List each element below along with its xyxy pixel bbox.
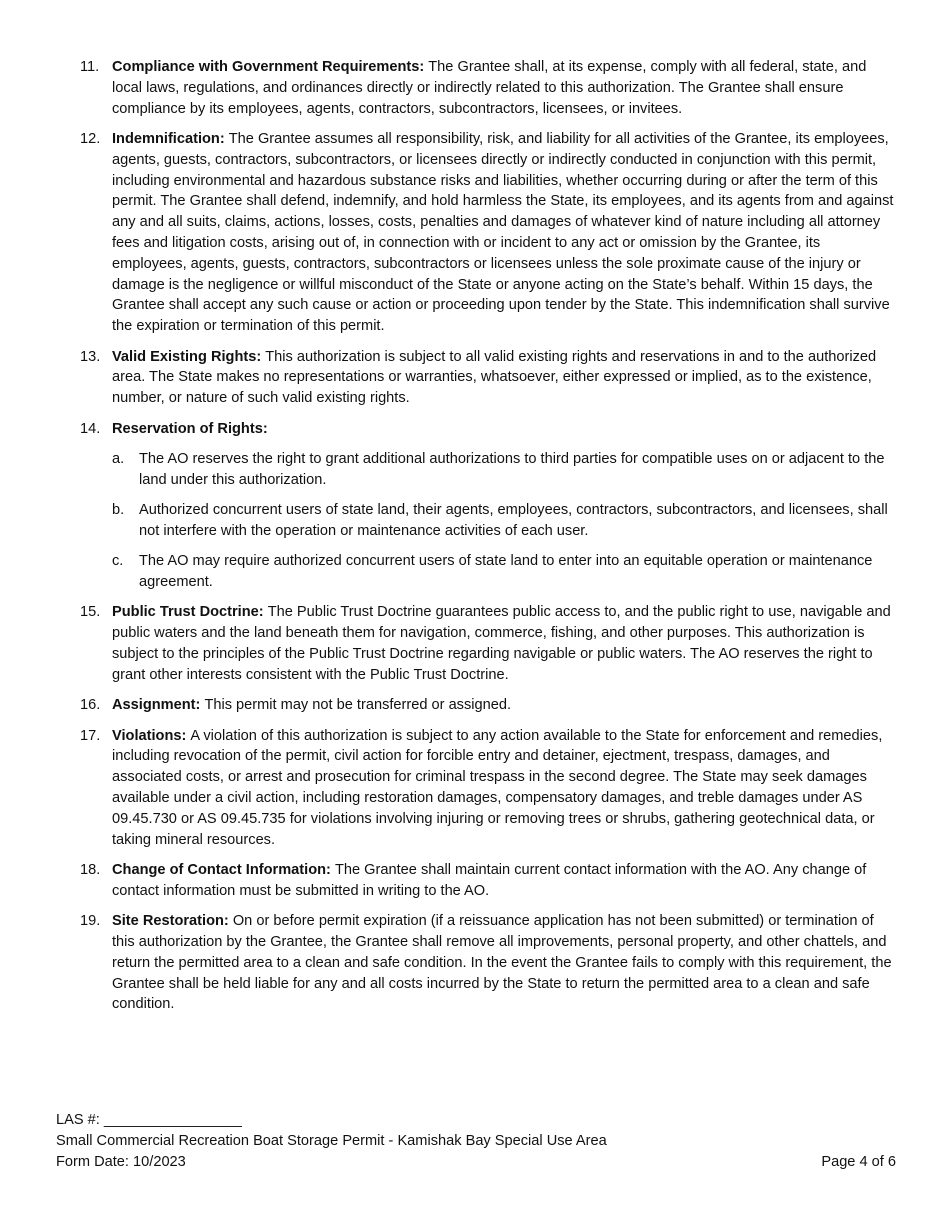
section-number: 15. (80, 604, 101, 621)
section-heading: Indemnification: (112, 130, 229, 147)
section-16 (80, 695, 895, 716)
section-text: The Grantee assumes all responsibility, risk, and liability for all activities of the Grantee, its employees, agents, guests, contractors, subcontractors, or licensees directly or indirectly conducted in conjunction with this permit, including environmental and hazardous substance risks and liabilities, whether occurring during or after the term of this permit. The Grantee shall defend, indemnify, and hold harmless the State, its employees, and its agents from and against any and all suits, claims, actions, losses, costs, penalties and damages of whatever kind of nature including all attorney fees and litigation costs, arising out of, in connection with or incident to any act or omission by the Grantee, its employees, agents, guests, contractors, subcontractors or licensees unless the sole proximate cause of the injury or damage is the negligence or willful misconduct of the State or anyone acting on the State’s behalf. Within 15 days, the Grantee shall accept any such cause or action or proceeding upon tender by the State. This indemnification shall survive the expiration or termination of this permit. (112, 130, 894, 335)
section-heading: Change of Contact Information: (112, 862, 335, 879)
section-13 (80, 347, 895, 409)
section-text: The Grantee shall maintain current contact information with the AO. Any change of contact information must be submitted in writing to the AO. (112, 862, 867, 899)
section-14 (80, 419, 895, 593)
section-17 (80, 726, 895, 851)
permit-terms-list (80, 57, 895, 1025)
subitem-letter: c. (112, 553, 124, 570)
section-number: 11. (80, 59, 100, 75)
section-heading: Valid Existing Rights: (112, 348, 266, 365)
page-number: Page 4 of 6 (821, 1153, 896, 1170)
section-number: 13. (80, 348, 101, 365)
section-number: 17. (80, 727, 101, 744)
section-number: 18. (80, 862, 101, 879)
form-title: Small Commercial Recreation Boat Storage Permit - Kamishak Bay Special Use Area (56, 1132, 607, 1149)
section-text: On or before permit expiration (if a reissuance application has not been submitted) or termination of this authorization by the Grantee, the Grantee shall remove all improvements, personal property, and other chattels, and return the permitted area to a clean and safe condition. In the event the Grantee fails to comply with this requirement, the Grantee shall be held liable for any and all costs incurred by the State to return the permitted area to a clean and safe condition. (112, 913, 892, 1013)
section-15 (80, 602, 895, 685)
subitem-text: The AO may require authorized concurrent users of state land to enter into an equitable operation or maintenance agreement. (139, 553, 873, 591)
section-number: 12. (80, 130, 101, 147)
section-text: The Public Trust Doctrine guarantees public access to, and the public right to use, navigable and public waters and the land beneath them for navigation, commerce, fishing, and other purposes. This authorization is subject to the principles of the Public Trust Doctrine regarding navigable or public waters. The AO reserves the right to grant other interests consistent with the Public Trust Doctrine. (112, 604, 891, 683)
section-number: 14. (80, 420, 101, 437)
section-text: The Grantee shall, at its expense, comply with all federal, state, and local laws, regulations, and ordinances directly or indirectly related to this authorization. The Grantee shall ensure compliance by its employees, agents, contractors, subcontractors, licensees, or invitees. (112, 59, 867, 117)
subitem-text: The AO reserves the right to grant additional authorizations to third parties for compatible uses on or adjacent to the land under this authorization. (139, 450, 885, 488)
form-date: Form Date: 10/2023 (56, 1153, 186, 1170)
las-number-line: LAS #: _________________ (56, 1112, 242, 1128)
page-footer (56, 1110, 896, 1172)
subitem-letter: a. (112, 450, 125, 467)
section-heading: Violations: (112, 727, 191, 744)
subitem-letter: b. (112, 502, 125, 519)
section-heading: Public Trust Doctrine: (112, 604, 268, 621)
section-heading: Reservation of Rights: (112, 420, 268, 437)
section-text: A violation of this authorization is subject to any action available to the State for enforcement and remedies, including revocation of the permit, civil action for forcible entry and detainer, ejectment, trespass, damages, and associated costs, or arrest and prosecution for criminal trespass in the second degree. The State may seek damages available under a civil action, including restoration damages, compensatory damages, and treble damages under AS 09.45.730 or AS 09.45.735 for violations involving injuring or removing trees or shrubs, gathering geotechnical data, or taking mineral resources. (112, 727, 883, 848)
subitem-text: Authorized concurrent users of state land, their agents, employees, contractors, subcontractors, and licensees, shall not interfere with the operation or maintenance activities of each user. (139, 502, 888, 539)
section-heading: Site Restoration: (112, 913, 233, 930)
section-number: 16. (80, 697, 101, 714)
section-number: 19. (80, 913, 101, 930)
section-12 (80, 129, 895, 337)
section-text: This authorization is subject to all valid existing rights and reservations in and to the authorized area. The State makes no representations or warranties, whatsoever, either expressed or implied, as to the existence, number, or nature of such valid existing rights. (112, 348, 877, 407)
subitem-b (112, 500, 895, 542)
section-19 (80, 911, 895, 1015)
section-11 (80, 57, 895, 119)
section-18 (80, 860, 895, 902)
section-heading: Compliance with Government Requirements: (112, 59, 429, 75)
subitem-c (112, 551, 895, 593)
section-text: This permit may not be transferred or assigned. (204, 697, 512, 714)
section-heading: Assignment: (112, 697, 205, 714)
subitem-a (112, 449, 895, 491)
